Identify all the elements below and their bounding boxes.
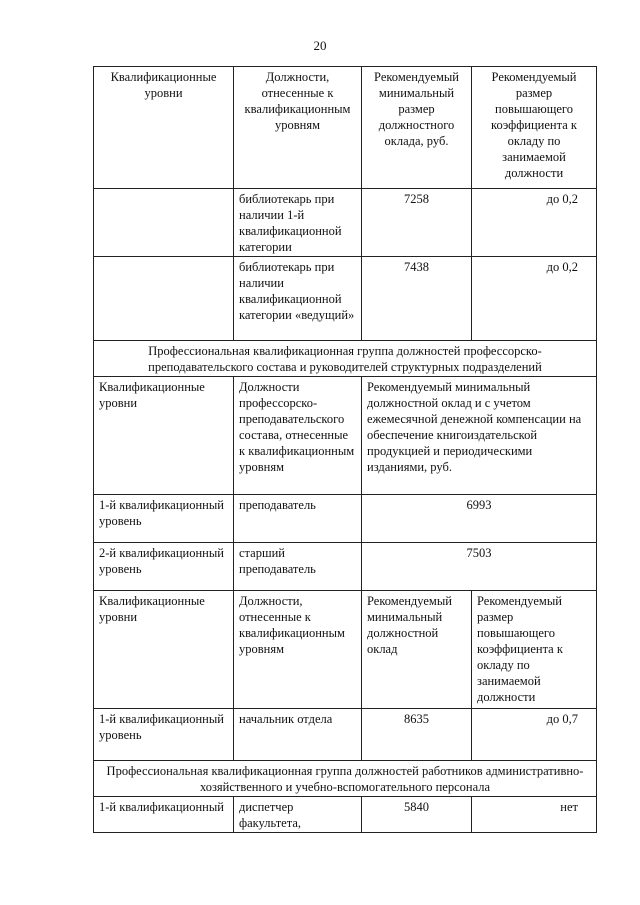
group-title-row: [94, 341, 597, 377]
header-coefficient: Рекомендуемый размер повышающего коэффициента к окладу по занимаемой должности: [472, 591, 597, 709]
row-coefficient: до 0,2: [472, 189, 597, 257]
row-level: [94, 257, 234, 341]
header-levels: Квалификационные уровни: [94, 67, 234, 189]
row-position: старший преподаватель: [234, 543, 362, 591]
table-row: [94, 797, 597, 833]
group-title: Профессиональная квалификационная группа должностей работников административно-хозяйственного и учебно-вспомогательного персонала: [94, 761, 597, 797]
row-salary: 6993: [362, 495, 597, 543]
group-title-row: [94, 761, 597, 797]
row-salary: 7503: [362, 543, 597, 591]
table-row: [94, 709, 597, 761]
header-salary: Рекомендуемый минимальный должностной оклад: [362, 591, 472, 709]
header-levels: Квалификационные уровни: [94, 377, 234, 495]
row-salary: 7258: [362, 189, 472, 257]
header-levels: Квалификационные уровни: [94, 591, 234, 709]
row-position: библиотекарь при наличии квалификационной категории «ведущий»: [234, 257, 362, 341]
row-coefficient: нет: [472, 797, 597, 833]
row-coefficient: до 0,7: [472, 709, 597, 761]
row-coefficient: до 0,2: [472, 257, 597, 341]
header-salary: Рекомендуемый минимальный размер должностного оклада, руб.: [362, 67, 472, 189]
table3-header-row: [94, 591, 597, 709]
row-level: 1-й квалификационный уровень: [94, 495, 234, 543]
row-position: библиотекарь при наличии 1-й квалификационной категории: [234, 189, 362, 257]
group-title: Профессиональная квалификационная группа должностей профессорско-преподавательского состава и руководителей структурных подразделений: [94, 341, 597, 377]
row-salary: 7438: [362, 257, 472, 341]
row-salary: 8635: [362, 709, 472, 761]
header-salary: Рекомендуемый минимальный должностной оклад и с учетом ежемесячной денежной компенсации на обеспечение книгоиздательской продукцией и периодическими изданиями, руб.: [362, 377, 597, 495]
table1-header-row: [94, 67, 597, 189]
header-coefficient: Рекомендуемый размер повышающего коэффициента к окладу по занимаемой должности: [472, 67, 597, 189]
header-positions: Должности, отнесенные к квалификационным уровням: [234, 67, 362, 189]
row-position: преподаватель: [234, 495, 362, 543]
row-position: диспетчер факультета,: [234, 797, 362, 833]
table-row: [94, 495, 597, 543]
header-positions: Должности профессорско-преподавательского состава, отнесенные к квалификационным уровням: [234, 377, 362, 495]
header-positions: Должности, отнесенные к квалификационным уровням: [234, 591, 362, 709]
table-row: [94, 257, 597, 341]
row-level: [94, 189, 234, 257]
table-row: [94, 543, 597, 591]
group2-header-row: [94, 377, 597, 495]
row-salary: 5840: [362, 797, 472, 833]
table-row: [94, 189, 597, 257]
row-level: 1-й квалификационный уровень: [94, 709, 234, 761]
row-level: 2-й квалификационный уровень: [94, 543, 234, 591]
qualification-table: [93, 66, 597, 833]
row-level: 1-й квалификационный: [94, 797, 234, 833]
page-number: 20: [313, 38, 327, 53]
row-position: начальник отдела: [234, 709, 362, 761]
